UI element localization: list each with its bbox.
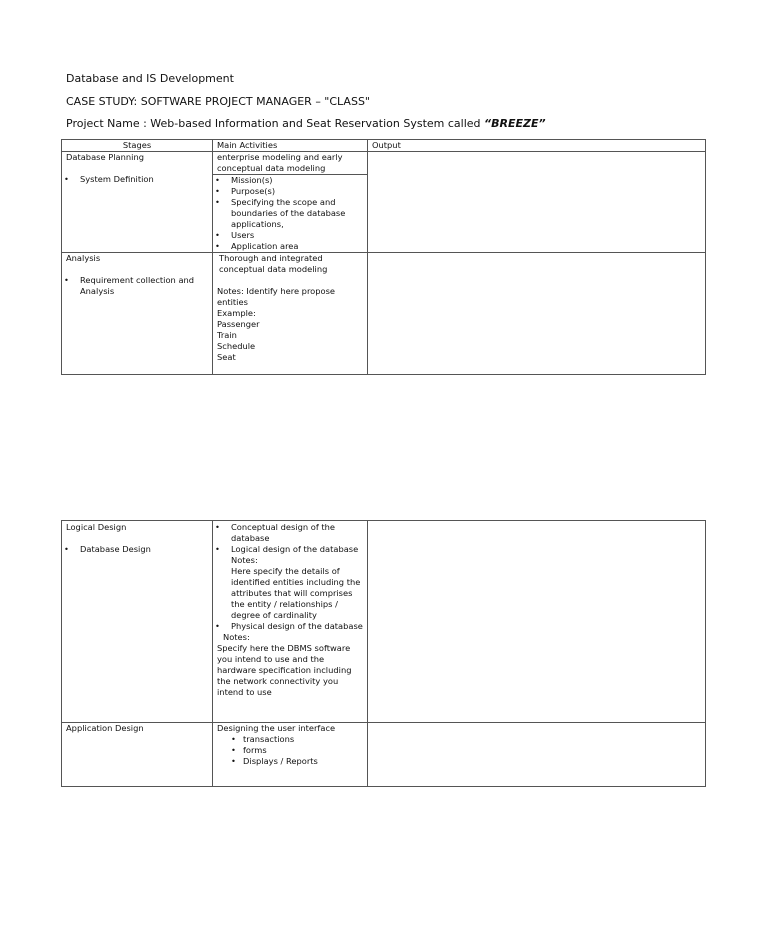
list-item: • transactions	[217, 734, 363, 745]
entity-item: Train	[217, 330, 237, 340]
header-main-activities: Main Activities	[213, 140, 368, 152]
output-cell	[368, 521, 706, 723]
list-item: • Application area	[217, 241, 363, 252]
table-row	[62, 152, 706, 253]
activities-cell	[213, 723, 368, 787]
list-item: • forms	[217, 745, 363, 756]
list-item: • Users	[217, 230, 363, 241]
activities-cell	[213, 253, 368, 375]
list-item: • Physical design of the database	[217, 621, 363, 632]
stage-cell	[62, 253, 213, 375]
notes-text: Specify here the DBMS software you intend to use and the hardware specification including the network connectivity you intend to use	[217, 643, 352, 697]
table-row	[62, 253, 706, 375]
entity-item: Passenger	[217, 319, 260, 329]
list-item: • Purpose(s)	[217, 186, 363, 197]
header-stages: Stages	[62, 140, 213, 152]
stage-label: Analysis	[66, 253, 101, 263]
table-header-row	[62, 140, 706, 152]
example-label: Example:	[217, 308, 256, 318]
notes-label: Notes:	[231, 555, 258, 565]
notes-text: Here specify the details of identified entities including the attributes that will comprises the entity / relationships / degree of cardinality	[231, 566, 361, 620]
project-name-line	[66, 117, 546, 130]
list-item: • Specifying the scope and boundaries of the database applications,	[217, 197, 363, 230]
output-cell	[368, 723, 706, 787]
stage-cell	[62, 723, 213, 787]
entity-item: Seat	[217, 352, 236, 362]
activity-heading: Designing the user interface	[217, 723, 336, 733]
notes-label: Notes:	[223, 632, 250, 642]
list-item: • Conceptual design of the database	[217, 522, 363, 544]
list-item: • Displays / Reports	[217, 756, 363, 767]
list-item: • Mission(s)	[217, 175, 363, 186]
table-row	[62, 723, 706, 787]
stage-sub-item: • Database Design	[66, 544, 208, 555]
stage-sub-item: • System Definition	[66, 174, 208, 185]
notes-text: Notes: Identify here propose entities	[217, 286, 336, 307]
header-output: Output	[368, 140, 706, 152]
table-row	[62, 521, 706, 723]
activities-cell	[213, 152, 368, 253]
activity-heading: Thorough and integrated conceptual data modeling	[219, 253, 328, 274]
stage-label: Logical Design	[66, 522, 127, 532]
output-cell	[368, 253, 706, 375]
stage-label: Application Design	[66, 723, 144, 733]
output-cell	[368, 152, 706, 253]
case-study-title: CASE STUDY: SOFTWARE PROJECT MANAGER – "CLASS"	[66, 95, 370, 108]
stage-sub-item: • Requirement collection and Analysis	[66, 275, 208, 297]
activities-cell	[213, 521, 368, 723]
list-item: • Logical design of the database	[217, 544, 363, 555]
project-prefix: Project Name : Web-based Information and Seat Reservation System called	[66, 117, 485, 130]
stage-label: Database Planning	[66, 152, 144, 162]
stage-cell	[62, 152, 213, 253]
course-title: Database and IS Development	[66, 72, 234, 85]
stage-cell	[62, 521, 213, 723]
stages-table-2	[61, 520, 706, 787]
stages-table-1	[61, 139, 706, 375]
entity-item: Schedule	[217, 341, 256, 351]
project-name: “BREEZE”	[484, 117, 546, 130]
activity-heading: enterprise modeling and early conceptual data modeling	[217, 152, 343, 173]
